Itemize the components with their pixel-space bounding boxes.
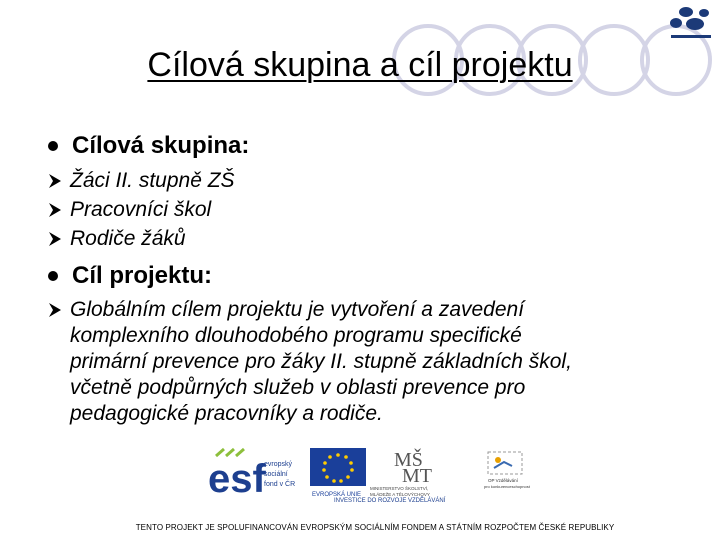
msmt-line1: MINISTERSTVO ŠKOLSTVÍ,: [370, 486, 429, 491]
list-item: [48, 226, 186, 252]
arrow-bullet-icon: [48, 231, 62, 247]
footer-note: TENTO PROJEKT JE SPOLUFINANCOVÁN EVROPSKÝM SOCIÁLNÍM FONDEM A STÁTNÍM ROZPOČTEM ČESKÉ REPUBLIKY: [135, 523, 615, 532]
arrow-bullet-icon: [48, 202, 62, 218]
esf-line2: sociální: [264, 471, 288, 478]
eu-label: EVROPSKÁ UNIE: [312, 492, 362, 498]
esf-logo-icon: [206, 448, 304, 501]
slide-title: Cílová skupina a cíl projektu: [147, 46, 573, 84]
bullet-dot-icon: [48, 271, 58, 281]
list-item-text: Rodiče žáků: [70, 227, 186, 250]
section-heading-project-goal: [48, 262, 212, 290]
msmt-logo-icon: [370, 447, 432, 497]
funding-logos: [206, 446, 546, 502]
op-vk-logo-icon: [484, 452, 531, 489]
goal-paragraph: [48, 297, 660, 427]
bullet-dot-icon: [48, 141, 58, 151]
goal-text: Globálním cílem projektu je vytvoření a zavedení komplexního dlouhodobého programu specifické primární prevence pro žáky II. stupně základních škol, včetně podpůrných služeb v oblasti prevence pro pedagogické pracovníky a rodiče.: [70, 298, 572, 425]
arrow-bullet-icon: [48, 173, 62, 189]
section-heading: Cílová skupina:: [72, 132, 250, 159]
investment-banner: INVESTICE DO ROZVOJE VZDĚLÁVÁNÍ: [334, 498, 446, 502]
list-item-text: Žáci II. stupně ZŠ: [70, 169, 235, 192]
svg-text:MT: MT: [402, 465, 432, 487]
section-heading: Cíl projektu:: [72, 262, 213, 289]
msmt-line2: MLÁDEŽE A TĚLOVÝCHOVY: [370, 492, 430, 497]
organization-logo-icon: [668, 4, 714, 42]
section-heading-target-group: [48, 132, 249, 160]
esf-line3: fond v ČR: [264, 481, 296, 488]
svg-text:esf: esf: [208, 457, 266, 501]
eu-flag-icon: [310, 448, 366, 498]
arrow-bullet-icon: [48, 302, 62, 318]
list-item-text: Pracovníci škol: [70, 198, 212, 221]
svg-text:MŠ: MŠ: [394, 449, 423, 471]
esf-line1: evropský: [264, 461, 293, 468]
op-line2: pro konkurenceschopnost: [484, 484, 530, 489]
op-line1: OP Vzdělávání: [488, 478, 518, 483]
list-item: [48, 168, 235, 194]
list-item: [48, 197, 211, 223]
